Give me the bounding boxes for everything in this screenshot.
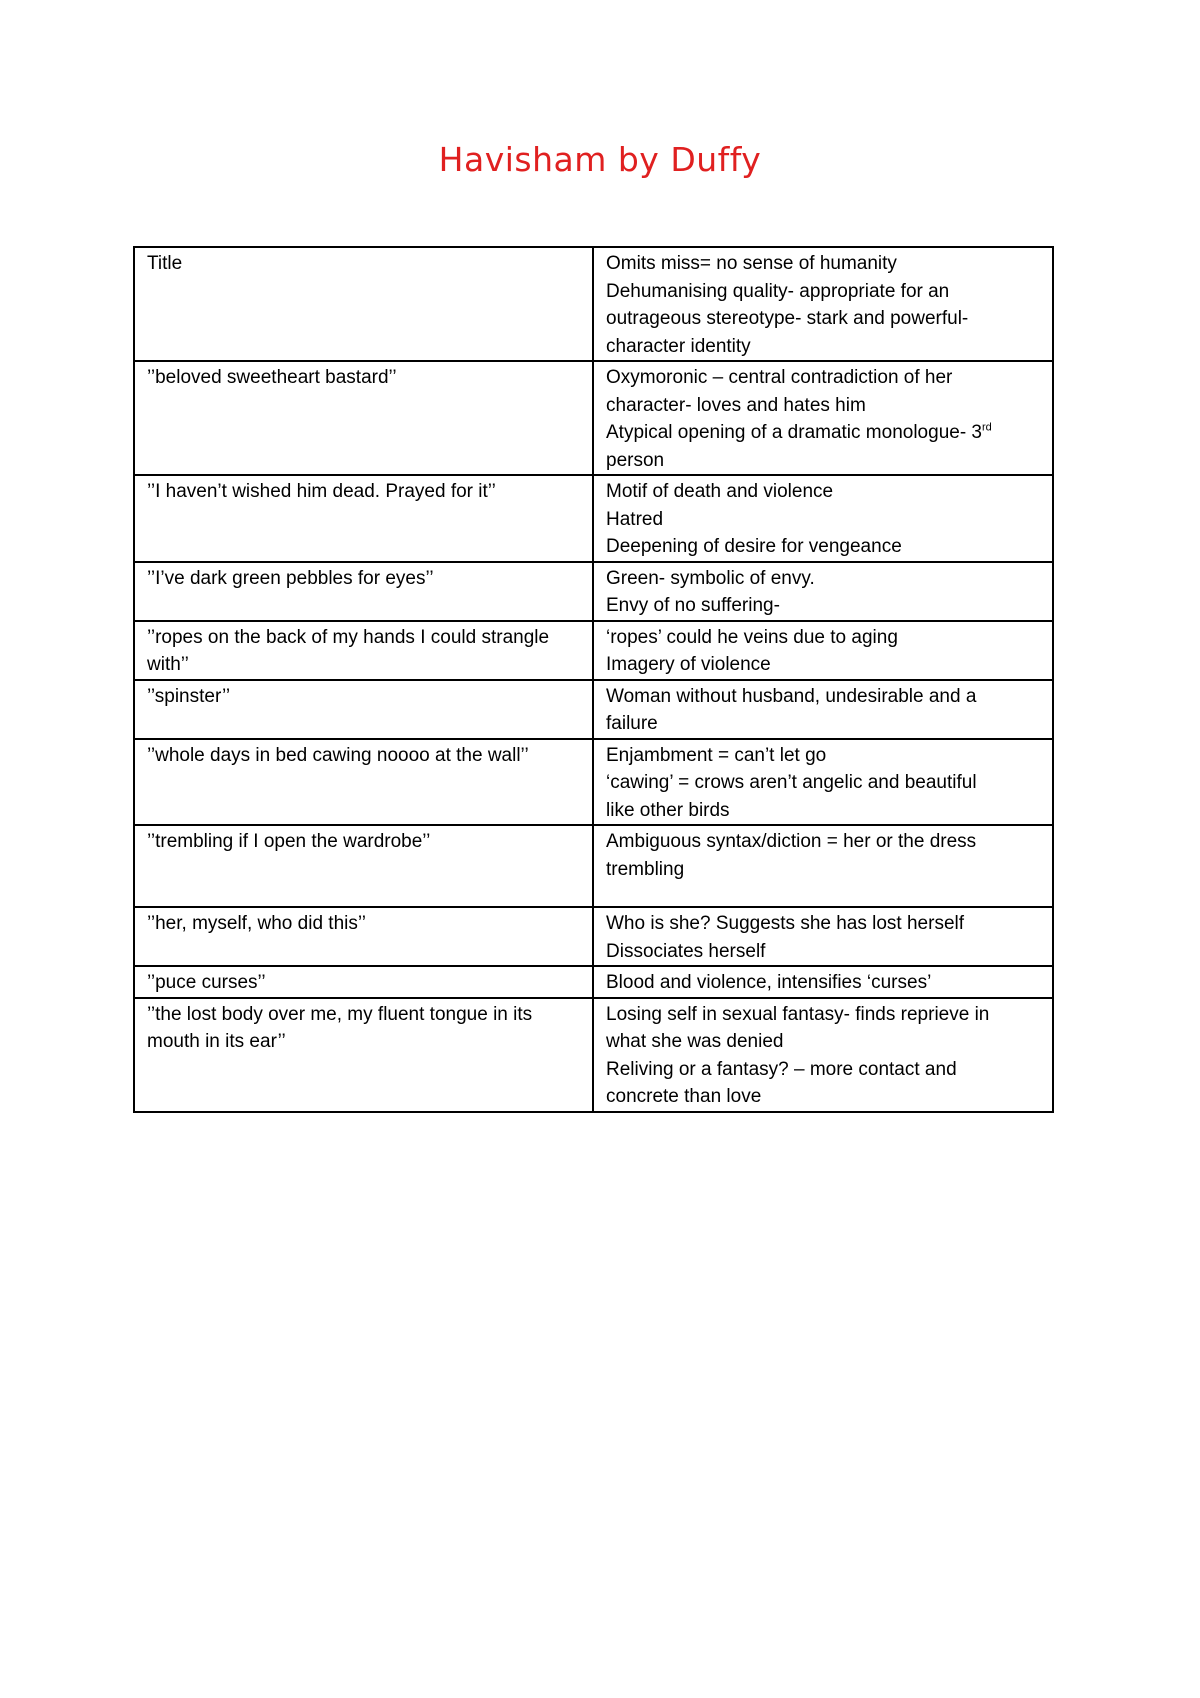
table-row: [134, 998, 1053, 1112]
analysis-line: Enjambment = can’t let go: [606, 744, 827, 766]
quote-cell: [134, 907, 593, 966]
table-row: [134, 966, 1053, 998]
analysis-cell: [593, 966, 1053, 998]
analysis-line: failure: [606, 713, 658, 734]
analysis-cell: [593, 998, 1053, 1112]
analysis-line: ‘ropes’ could he veins due to aging: [606, 626, 898, 648]
table-row: [134, 361, 1053, 475]
table-row: [134, 562, 1053, 621]
analysis-line: ‘cawing’ = crows aren’t angelic and beautiful: [606, 772, 977, 793]
quote-line: ’’trembling if I open the wardrobe’’: [147, 831, 431, 852]
analysis-line: Losing self in sexual fantasy- finds reprieve in: [606, 1003, 990, 1025]
quote-cell: [134, 562, 593, 621]
quote-line: with’’: [147, 654, 189, 675]
analysis-line: [606, 419, 1042, 447]
analysis-line: Motif of death and violence: [606, 481, 834, 502]
analysis-text: Atypical opening of a dramatic monologue- 3: [606, 422, 983, 443]
analysis-cell: [593, 361, 1053, 475]
quote-cell: [134, 680, 593, 739]
analysis-table: [133, 246, 1054, 1113]
quote-cell: [134, 825, 593, 907]
quote-line: ’’the lost body over me, my fluent tongue in its: [147, 1003, 533, 1025]
analysis-cell: [593, 621, 1053, 680]
quote-line: ’’I’ve dark green pebbles for eyes’’: [147, 567, 434, 589]
analysis-line: concrete than love: [606, 1086, 762, 1107]
superscript-text: rd: [982, 421, 992, 434]
analysis-cell: [593, 825, 1053, 907]
analysis-line: like other birds: [606, 799, 730, 821]
analysis-line: what she was denied: [606, 1031, 784, 1052]
document-title: Havisham by Duffy: [438, 140, 762, 179]
table-row: [134, 680, 1053, 739]
analysis-line: Omits miss= no sense of humanity: [606, 253, 897, 274]
analysis-line: Reliving or a fantasy? – more contact and: [606, 1058, 957, 1080]
quote-line: ’’I haven’t wished him dead. Prayed for it’’: [147, 481, 496, 502]
analysis-cell: [593, 562, 1053, 621]
quote-line: Title: [147, 253, 183, 274]
table-row: [134, 739, 1053, 826]
table-row: [134, 247, 1053, 361]
analysis-cell: [593, 907, 1053, 966]
analysis-line: Blood and violence, intensifies ‘curses’: [606, 972, 932, 993]
analysis-line: Hatred: [606, 508, 664, 530]
analysis-line: Oxymoronic – central contradiction of her: [606, 367, 953, 388]
analysis-cell: [593, 680, 1053, 739]
quote-line: ’’ropes on the back of my hands I could strangle: [147, 626, 550, 648]
quote-cell: [134, 475, 593, 562]
quote-cell: [134, 361, 593, 475]
quote-line: ’’whole days in bed cawing noooo at the wall’’: [147, 744, 529, 766]
quote-line: ’’spinster’’: [147, 685, 231, 707]
analysis-line: Woman without husband, undesirable and a: [606, 685, 977, 707]
quote-cell: [134, 621, 593, 680]
quote-line: ’’puce curses’’: [147, 972, 266, 993]
analysis-cell: [593, 247, 1053, 361]
analysis-line: outrageous stereotype- stark and powerful-: [606, 308, 969, 329]
analysis-cell: [593, 739, 1053, 826]
quote-cell: [134, 966, 593, 998]
analysis-line: character identity: [606, 335, 751, 357]
quote-line: ’’beloved sweetheart bastard’’: [147, 367, 397, 388]
analysis-line: Ambiguous syntax/diction = her or the dress: [606, 831, 977, 852]
table-row: [134, 621, 1053, 680]
analysis-line: trembling: [606, 858, 685, 880]
analysis-line: Dissociates herself: [606, 940, 766, 962]
quote-line: mouth in its ear’’: [147, 1031, 286, 1052]
analysis-line: person: [606, 449, 665, 471]
quote-cell: [134, 247, 593, 361]
table-row: [134, 475, 1053, 562]
table-row: [134, 907, 1053, 966]
analysis-line: character- loves and hates him: [606, 394, 866, 416]
quote-line: ’’her, myself, who did this’’: [147, 913, 366, 934]
quote-cell: [134, 739, 593, 826]
analysis-line: Who is she? Suggests she has lost herself: [606, 913, 965, 934]
analysis-cell: [593, 475, 1053, 562]
analysis-line: Deepening of desire for vengeance: [606, 536, 902, 557]
analysis-line: Envy of no suffering-: [606, 595, 780, 616]
quote-cell: [134, 998, 593, 1112]
analysis-line: Imagery of violence: [606, 654, 771, 675]
table-row: [134, 825, 1053, 907]
analysis-line: Dehumanising quality- appropriate for an: [606, 280, 950, 302]
analysis-line: Green- symbolic of envy.: [606, 567, 815, 589]
